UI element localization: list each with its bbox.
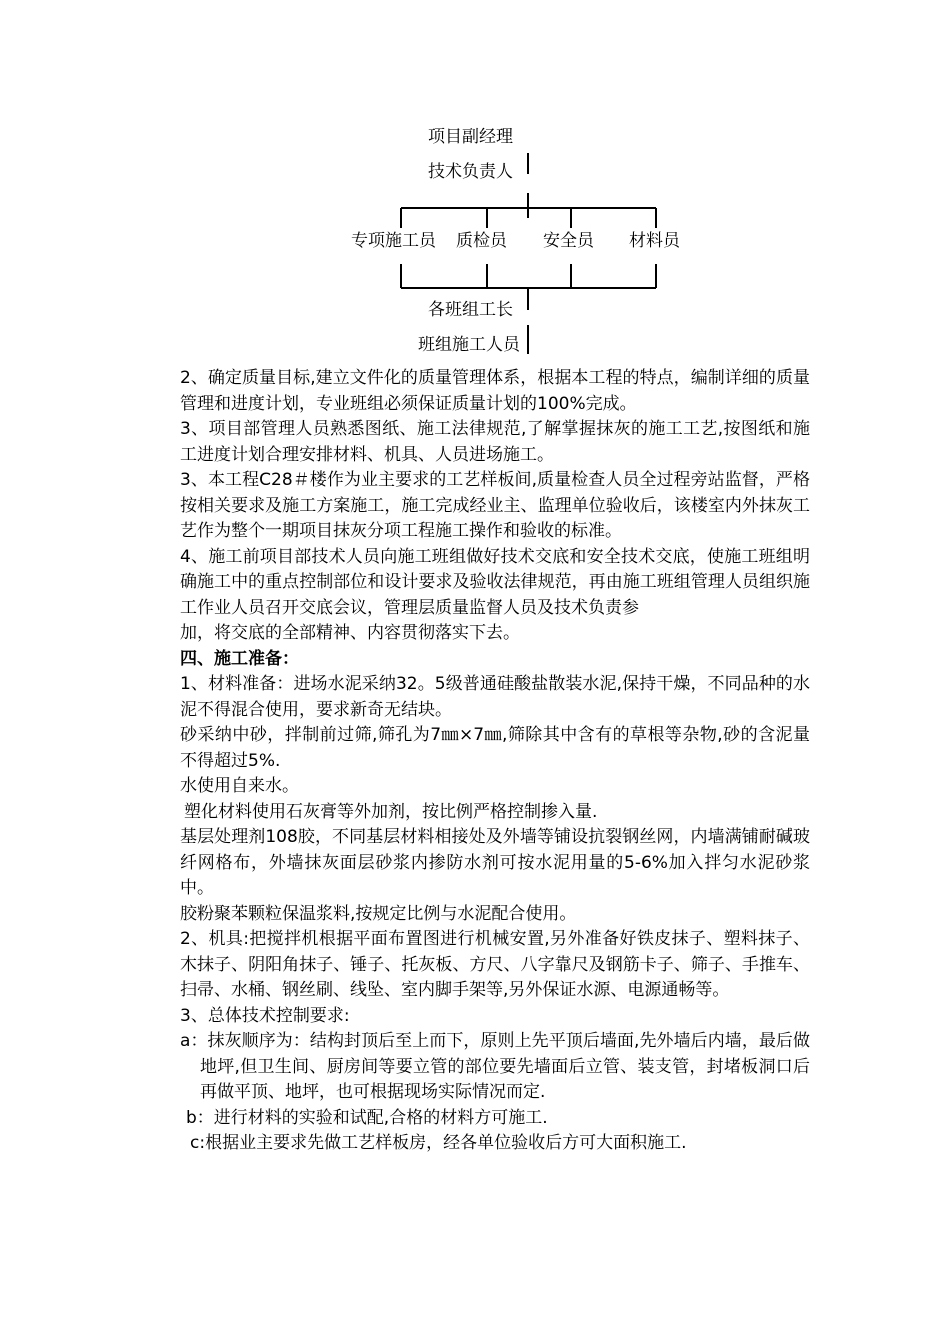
paragraph: 1、材料准备：进场水泥采纳32。5级普通硅酸盐散装水泥,保持干燥，不同品种的水泥不得混合使用，要求新奇无结块。 [180, 674, 810, 720]
paragraph: 2、确定质量目标,建立文件化的质量管理体系，根据本工程的特点，编制详细的质量管理和进度计划，专业班组必须保证质量计划的100%完成。 [180, 368, 810, 414]
role-safety-officer: 安全员 [543, 231, 594, 251]
team-leaders-label: 各班组工长 [428, 300, 513, 320]
paragraph: 水使用自来水。 [180, 776, 299, 796]
paragraph: 砂采纳中砂，拌制前过筛,筛孔为7㎜×7㎜,筛除其中含有的草根等杂物,砂的含泥量不得超过5%. [180, 725, 810, 771]
deputy-manager-label: 项目副经理 [428, 127, 513, 147]
role-special-constructor: 专项施工员 [351, 231, 436, 251]
technical-lead-label: 技术负责人 [428, 162, 513, 182]
paragraph: 3、项目部管理人员熟悉图纸、施工法律规范,了解掌握抹灰的施工工艺,按图纸和施工进度计划合理安排材料、机具、人员进场施工。 [180, 419, 810, 465]
list-item: c:根据业主要求先做工艺样板房，经各单位验收后方可大面积施工. [190, 1133, 687, 1153]
team-workers-label: 班组施工人员 [418, 335, 520, 355]
paragraph: 胶粉聚苯颗粒保温浆料,按规定比例与水泥配合使用。 [180, 903, 577, 924]
paragraph: 4、施工前项目部技术人员向施工班组做好技术交底和安全技术交底，使施工班组明确施工中的重点控制部位和设计要求及验收法律规范，再由施工班组管理人员组织施工作业人员召开交底会议，管理层质量监督人员及技术负责参 [180, 546, 810, 618]
role-materials-officer: 材料员 [629, 231, 680, 251]
paragraph: 基层处理剂108胶，不同基层材料相接处及外墙等铺设抗裂钢丝网，内墙满铺耐碱玻纤网格布，外墙抹灰面层砂浆内掺防水剂可按水泥用量的5-6%加入拌匀水泥砂浆中。 [180, 827, 810, 898]
paragraph: 3、总体技术控制要求: [180, 1005, 350, 1026]
list-item: a：抹灰顺序为：结构封顶后至上而下，原则上先平顶后墙面,先外墙后内墙，最后做地坪,但卫生间、厨房间等要立管的部位要先墙面后立管、装支管，封堵板洞口后再做平顶、地坪，也可根据现场实际情况而定. [180, 1031, 810, 1102]
section-heading: 四、施工准备： [180, 648, 299, 669]
paragraph: 3、本工程C28＃楼作为业主要求的工艺样板间,质量检查人员全过程旁站监督，严格按相关要求及施工方案施工，施工完成经业主、监理单位验收后，该楼室内外抹灰工艺作为整个一期项目抹灰分项工程施工操作和验收的标准。 [180, 470, 810, 541]
paragraph: 塑化材料使用石灰膏等外加剂，按比例严格控制掺入量. [184, 801, 598, 822]
paragraph: 加，将交底的全部精神、内容贯彻落实下去。 [180, 623, 520, 643]
role-quality-inspector: 质检员 [456, 231, 507, 251]
document-body [180, 366, 810, 1157]
paragraph: 2、机具:把搅拌机根据平面布置图进行机械安置,另外准备好铁皮抹子、塑料抹子、木抹子、阴阳角抹子、锤子、托灰板、方尺、八字靠尺及钢筋卡子、筛子、手推车、扫帚、水桶、钢丝刷、线坠、室内脚手架等,另外保证水源、电源通畅等。 [180, 929, 810, 1000]
org-chart [0, 0, 950, 370]
list-item: b：进行材料的实验和试配,合格的材料方可施工. [186, 1107, 548, 1128]
